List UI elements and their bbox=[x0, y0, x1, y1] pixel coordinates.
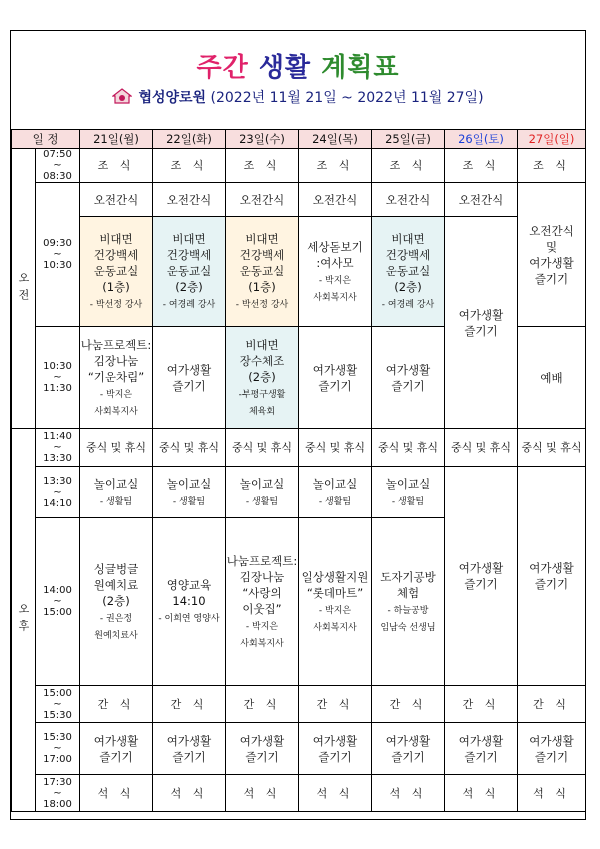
day-header: 22일(화) bbox=[153, 130, 226, 149]
dinner-cell: 석 식 bbox=[518, 775, 586, 812]
pm-snack-cell: 간 식 bbox=[153, 686, 226, 723]
worship-cell-sun: 예배 bbox=[518, 327, 586, 429]
program-cell-wed: 나눔프로젝트: 김장나눔 “사랑의 이웃집” - 박지은 사회복지사 bbox=[226, 518, 299, 686]
breakfast-cell: 조 식 bbox=[226, 149, 299, 183]
am-snack-cell: 오전간식 bbox=[372, 183, 445, 217]
am-snack-cell: 오전간식 bbox=[445, 183, 518, 217]
breakfast-cell: 조 식 bbox=[518, 149, 586, 183]
row-am-snack bbox=[12, 183, 586, 217]
pm-snack-cell: 간 식 bbox=[226, 686, 299, 723]
subtitle bbox=[11, 87, 585, 107]
program-cell-thu: 일상생활지원 “롯데마트” - 박지은 사회복지사 bbox=[299, 518, 372, 686]
program-cell-wed: 비대면 건강백세 운동교실 (1층) - 박선정 강사 bbox=[226, 217, 299, 327]
lunch-cell: 중식 및 휴식 bbox=[80, 429, 153, 467]
org-name: 협성양로원 bbox=[138, 90, 207, 106]
dinner-cell: 석 식 bbox=[153, 775, 226, 812]
time-cell: 13:30 ~ 14:10 bbox=[36, 467, 80, 518]
sun-am-cell: 오전간식 및 여가생활 즐기기 bbox=[518, 183, 586, 327]
dinner-cell: 석 식 bbox=[226, 775, 299, 812]
time-cell: 15:00 ~ 15:30 bbox=[36, 686, 80, 723]
leisure-cell: 여가생활 즐기기 bbox=[372, 327, 445, 429]
breakfast-cell: 조 식 bbox=[153, 149, 226, 183]
am-snack-cell: 오전간식 bbox=[80, 183, 153, 217]
am-snack-cell: 오전간식 bbox=[153, 183, 226, 217]
day-header: 21일(월) bbox=[80, 130, 153, 149]
breakfast-cell: 조 식 bbox=[80, 149, 153, 183]
house-logo-icon bbox=[112, 88, 132, 104]
lunch-cell: 중식 및 휴식 bbox=[518, 429, 586, 467]
row-pm-leisure bbox=[12, 723, 586, 775]
play-cell: 놀이교실 - 생활팀 bbox=[80, 467, 153, 518]
pm-snack-cell: 간 식 bbox=[518, 686, 586, 723]
time-cell: 15:30 ~ 17:00 bbox=[36, 723, 80, 775]
leisure-cell: 여가생활 즐기기 bbox=[299, 723, 372, 775]
day-header: 25일(금) bbox=[372, 130, 445, 149]
schedule-table bbox=[11, 129, 586, 812]
day-header: 23일(수) bbox=[226, 130, 299, 149]
breakfast-cell: 조 식 bbox=[372, 149, 445, 183]
dinner-cell: 석 식 bbox=[372, 775, 445, 812]
pm-snack-cell: 간 식 bbox=[299, 686, 372, 723]
leisure-cell: 여가생활 즐기기 bbox=[80, 723, 153, 775]
leisure-cell: 여가생활 즐기기 bbox=[299, 327, 372, 429]
play-cell: 놀이교실 - 생활팀 bbox=[226, 467, 299, 518]
header-row bbox=[12, 130, 586, 149]
section-header: 일 정 bbox=[12, 130, 80, 149]
time-cell: 11:40 ~ 13:30 bbox=[36, 429, 80, 467]
breakfast-cell: 조 식 bbox=[445, 149, 518, 183]
am-snack-cell: 오전간식 bbox=[226, 183, 299, 217]
time-cell: 07:50 ~ 08:30 bbox=[36, 149, 80, 183]
dinner-cell: 석 식 bbox=[80, 775, 153, 812]
leisure-cell: 여가생활 즐기기 bbox=[153, 327, 226, 429]
play-cell: 놀이교실 - 생활팀 bbox=[372, 467, 445, 518]
leisure-cell: 여가생활 즐기기 bbox=[372, 723, 445, 775]
day-header-sat: 26일(토) bbox=[445, 130, 518, 149]
lunch-cell: 중식 및 휴식 bbox=[445, 429, 518, 467]
program-cell-mon: 나눔프로젝트: 김장나눔 “기운차림” - 박지은 사회복지사 bbox=[80, 327, 153, 429]
program-cell-fri: 비대면 건강백세 운동교실 (2층) - 여경례 강사 bbox=[372, 217, 445, 327]
lunch-cell: 중식 및 휴식 bbox=[153, 429, 226, 467]
period: (2022년 11월 21일 ~ 2022년 11월 27일) bbox=[210, 90, 484, 106]
play-cell: 놀이교실 - 생활팀 bbox=[153, 467, 226, 518]
row-am-program bbox=[12, 217, 586, 327]
time-cell: 10:30 ~ 11:30 bbox=[36, 327, 80, 429]
pm-snack-cell: 간 식 bbox=[80, 686, 153, 723]
pm-snack-cell: 간 식 bbox=[372, 686, 445, 723]
lunch-cell: 중식 및 휴식 bbox=[299, 429, 372, 467]
program-cell-thu: 세상돋보기 :여사모 - 박지은 사회복지사 bbox=[299, 217, 372, 327]
lunch-cell: 중식 및 휴식 bbox=[226, 429, 299, 467]
leisure-cell: 여가생활 즐기기 bbox=[153, 723, 226, 775]
day-header-sun: 27일(일) bbox=[518, 130, 586, 149]
leisure-cell-sat: 여가생활 즐기기 bbox=[445, 217, 518, 429]
row-lunch bbox=[12, 429, 586, 467]
program-cell-mon: 비대면 건강백세 운동교실 (1층) - 박선정 강사 bbox=[80, 217, 153, 327]
dinner-cell: 석 식 bbox=[445, 775, 518, 812]
section-afternoon: 오후 bbox=[12, 429, 36, 812]
play-cell: 놀이교실 - 생활팀 bbox=[299, 467, 372, 518]
leisure-cell: 여가생활 즐기기 bbox=[518, 723, 586, 775]
leisure-cell-sat: 여가생활 즐기기 bbox=[445, 467, 518, 686]
dinner-cell: 석 식 bbox=[299, 775, 372, 812]
time-cell: 09:30 ~ 10:30 bbox=[36, 183, 80, 327]
day-header: 24일(목) bbox=[299, 130, 372, 149]
time-cell: 17:30 ~ 18:00 bbox=[36, 775, 80, 812]
breakfast-cell: 조 식 bbox=[299, 149, 372, 183]
row-breakfast bbox=[12, 149, 586, 183]
program-cell-fri: 도자기공방 체험 - 하늘공방 임남숙 선생님 bbox=[372, 518, 445, 686]
leisure-cell-sun: 여가생활 즐기기 bbox=[518, 467, 586, 686]
leisure-cell: 여가생활 즐기기 bbox=[445, 723, 518, 775]
pm-snack-cell: 간 식 bbox=[445, 686, 518, 723]
schedule-frame bbox=[10, 30, 586, 820]
program-cell-wed: 비대면 장수체조 (2층) -부평구생활 체육회 bbox=[226, 327, 299, 429]
section-morning: 오전 bbox=[12, 149, 36, 429]
row-pm-snack bbox=[12, 686, 586, 723]
page-title: 주간 생활 계획표 bbox=[196, 53, 400, 83]
am-snack-cell: 오전간식 bbox=[299, 183, 372, 217]
leisure-cell: 여가생활 즐기기 bbox=[226, 723, 299, 775]
row-dinner bbox=[12, 775, 586, 812]
row-play bbox=[12, 467, 586, 518]
lunch-cell: 중식 및 휴식 bbox=[372, 429, 445, 467]
program-cell-tue: 비대면 건강백세 운동교실 (2층) - 여경례 강사 bbox=[153, 217, 226, 327]
time-cell: 14:00 ~ 15:00 bbox=[36, 518, 80, 686]
program-cell-tue: 영양교육 14:10 - 이희연 영양사 bbox=[153, 518, 226, 686]
program-cell-mon: 싱글벙글 원예치료 (2층) - 권은정 원예치료사 bbox=[80, 518, 153, 686]
